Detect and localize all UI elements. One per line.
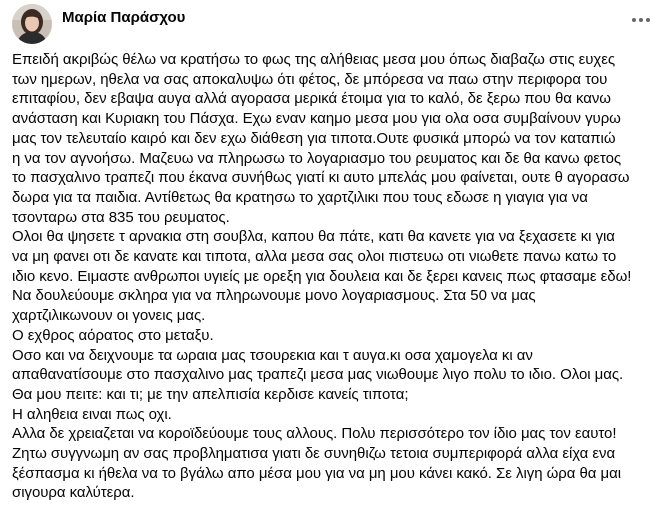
post-text-line: Ο εχθρος αόρατος στο μεταξυ. <box>12 326 214 344</box>
post-text-line: Ζητω συγγνωμη αν σας προβληματισα γιατι δε συνηθιζω τετοια συμπεριφορά αλλα είχα ενα <box>12 445 616 463</box>
post-text-line: Να δουλεύουμε σκληρα για να πληρωνουμε μονο λογαριασμους. Στα 50 να μας <box>12 287 536 305</box>
post-text-line: σιγουρα καλύτερα. <box>12 484 135 502</box>
post-text-line: η να τον αγνοήσω. Μαζευω να πληρωσω το λογαριασμο του ρευματος και δε θα κανω φετος <box>12 149 622 167</box>
post-text-line: απαθανατίσουμε στο πασχαλινο μας τραπεζι μεσα μας νιωθουμε λιγο πολυ το ιδιο. Ολοι μας. <box>12 366 624 384</box>
post-text-line: ιδιο κενο. Ειμαστε ανθρωποι υγιείς με ορεξη για δουλεια και δε ξερει κανεις πως φτασαμε εδω! <box>12 267 632 285</box>
post-text-line: Ολοι θα ψησετε τ αρνακια στη σουβλα, καπου θα πάτε, κατι θα κανετε για να ξεχασετε κι για <box>12 228 615 246</box>
post-text-line: τσονταρω στα 835 του ρευματος. <box>12 208 230 226</box>
post-text-line: επιταφίου, δεν εβαψα αυγα αλλά αγορασα μερικά έτοιμα για το καλό, δε ξερω που θα κανω <box>12 90 611 108</box>
post-header <box>12 2 185 46</box>
post-text-line: δωρα για τα παιδια. Αντίθετως θα κρατησω το χαρτζιλικι που τους εδωσε η γιαγια για να <box>12 188 588 206</box>
post-text-line: ξέσπασμα κι ήθελα να το βγάλω απο μέσα μου για να μη μου κάνει κακό. Σε λιγη ώρα θα μαι <box>12 464 622 482</box>
post-text-line: Οσο και να δειχνουμε τα ωραια μας τσουρεκια και τ αυγα.κι οσα χαμογελα κι αν <box>12 346 533 364</box>
more-horizontal-icon-dot <box>639 18 643 22</box>
post-text <box>12 50 664 503</box>
post-text-line: χαρτζιλικωνουν οι γονεις μας. <box>12 307 206 325</box>
post-text-line: ανάσταση και Κυριακη του Πάσχα. Εχω εναν καημο μεσα μου για ολα οσα συμβαίνουν γυρω <box>12 110 621 128</box>
profile-photo-icon <box>12 4 52 44</box>
more-options-button[interactable] <box>629 10 653 30</box>
post-text-line: το πασχαλινο τραπεζι που έκανα συνήθως γιατί κι αυτο μπελάς μου φαίνεται, ουτε θ αγορασω <box>12 169 630 187</box>
post-text-line: Αλλα δε χρειαζεται να κοροϊδεύουμε τους αλλους. Πολυ περισσότερο τον ίδιο μας τον εαυτο! <box>12 425 617 443</box>
more-horizontal-icon-dot <box>646 18 650 22</box>
post-text-line: Θα μου πειτε: και τι; με την απελπισία κερδισε κανείς τιποτα; <box>12 385 409 403</box>
post-text-line: Η αληθεια ειναι πως οχι. <box>12 405 172 423</box>
more-horizontal-icon <box>632 18 636 22</box>
post-text-line: να μη φανει οτι δε κανατε και τιποτα, αλλα μεσα σας ολοι πιστευω οτι νιωθετε πανω κατω το <box>12 248 617 266</box>
post-text-line: των ημερων, ηθελα να σας αποκαλυψω ότι φέτος, δε μπόρεσα να παω στην περιφορα του <box>12 70 608 88</box>
author-name[interactable]: Μαρία Παράσχου <box>62 8 186 26</box>
avatar[interactable] <box>12 4 52 44</box>
post-text-line: Επειδή ακριβώς θέλω να κρατήσω το φως της αλήθειας μεσα μου όπως διαβαζω στις ευχες <box>12 51 616 68</box>
post-text-line: μας τον τελευταίο καιρό και δεν εχω διάθεση για τιποτα.Ουτε φυσικά μπορώ να τον καταπιώ <box>12 129 616 147</box>
